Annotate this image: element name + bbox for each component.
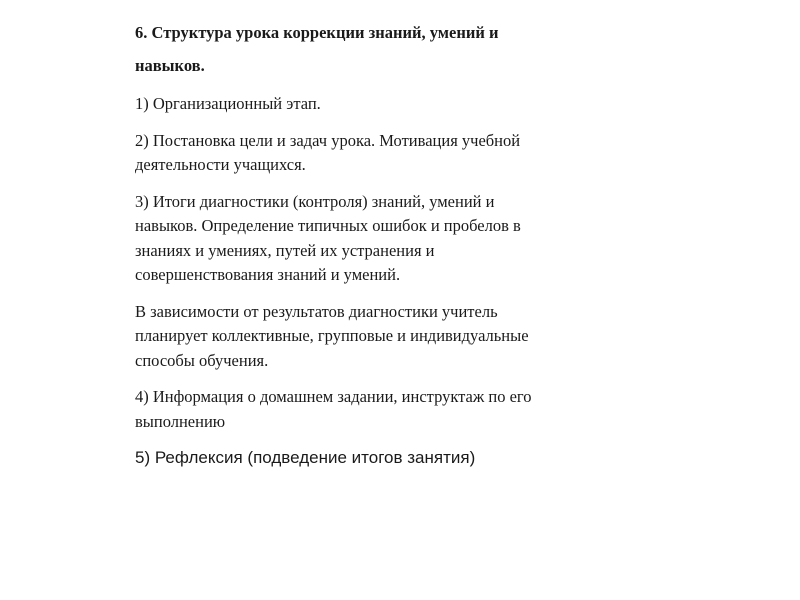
paragraph-stage-4 xyxy=(135,385,655,434)
text-line: 1) Организационный этап. xyxy=(135,94,321,113)
text-line: знаниях и умениях, путей их устранения и xyxy=(135,240,435,260)
text-line: способы обучения. xyxy=(135,350,269,370)
paragraph-stage-1 xyxy=(135,92,655,117)
paragraph-diagnostics-note xyxy=(135,300,655,374)
title-line: навыков. xyxy=(135,56,205,75)
text-line: 5) Рефлексия (подведение итогов занятия) xyxy=(135,448,476,467)
paragraph-stage-2 xyxy=(135,129,655,178)
text-line: планирует коллективные, групповые и индивидуальные xyxy=(135,326,529,345)
text-line: 3) Итоги диагностики (контроля) знаний, умений и xyxy=(135,191,495,211)
text-line: В зависимости от результатов диагностики учитель xyxy=(135,301,498,321)
section-title xyxy=(135,16,655,82)
text-line: выполнению xyxy=(135,411,226,431)
document-body xyxy=(135,16,655,483)
text-line: деятельности учащихся. xyxy=(135,155,306,174)
text-line: 2) Постановка цели и задач урока. Мотивация учебной xyxy=(135,130,521,150)
text-line: совершенствования знаний и умений. xyxy=(135,265,401,284)
paragraph-stage-5 xyxy=(135,446,655,471)
title-line: 6. Структура урока коррекции знаний, умений и xyxy=(135,23,499,42)
paragraph-stage-3 xyxy=(135,190,655,288)
text-line: навыков. Определение типичных ошибок и пробелов в xyxy=(135,216,521,235)
text-line: 4) Информация о домашнем задании, инструктаж по его xyxy=(135,387,532,406)
